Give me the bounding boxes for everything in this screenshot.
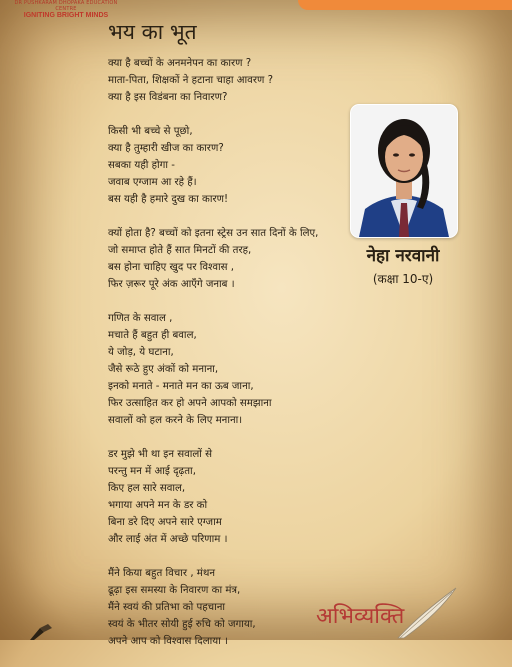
quill-icon xyxy=(390,584,460,640)
poem-line: बस यही है हमारे दुख का कारण! xyxy=(108,194,229,205)
poem-line: ये जोड़, ये घटाना, xyxy=(108,347,174,358)
poem-line: डर मुझे भी था इन सवालों से xyxy=(108,449,213,460)
top-accent-bar xyxy=(298,0,512,10)
poem-line: माता-पिता, शिक्षकों ने हटाना चाहा आवरण ? xyxy=(108,75,274,86)
poem-line: अपने आप को विश्वास दिलाया । xyxy=(108,636,228,647)
poem-line: मैंने किया बहुत विचार , मंथन xyxy=(108,568,216,579)
poem-title: भय का भूत xyxy=(108,20,197,44)
stanza-4 xyxy=(108,310,340,429)
poem-line: भगाया अपने मन के डर को xyxy=(108,500,208,511)
student-portrait-illustration xyxy=(351,105,457,237)
poem-line: और लाई अंत में अच्छे परिणाम । xyxy=(108,534,228,545)
poem-line: बिना डरे दिए अपने सारे एग्जाम xyxy=(108,517,222,528)
poem-line: फिर उत्साहित कर हो अपने आपको समझाना xyxy=(108,398,272,409)
poem-line: जो समाप्त होते हैं सात मिनटों की तरह, xyxy=(108,245,252,256)
poem-line: क्या है तुम्हारी खीज का कारण? xyxy=(108,143,224,154)
poem-body xyxy=(108,55,340,667)
author-class: (कक्षा 10-ए) xyxy=(372,272,434,286)
author-photo xyxy=(350,104,458,238)
stanza-6 xyxy=(108,565,340,650)
magazine-brand: अभिव्यक्ति xyxy=(316,604,405,629)
poem-line: परन्तु मन में आई दृढ़ता, xyxy=(108,466,196,477)
stanza-3 xyxy=(108,225,340,293)
poem-line: जवाब एग्जाम आ रहे हैं। xyxy=(108,177,197,188)
poem-line: बस होना चाहिए खुद पर विश्वास , xyxy=(108,262,235,273)
poem-line: क्या है इस विडंबना का निवारण? xyxy=(108,92,228,103)
poem-line: मचाते हैं बहुत ही बवाल, xyxy=(108,330,197,341)
stanza-2 xyxy=(108,123,340,208)
poem-line: जैसे रूठे हुए अंकों को मनाना, xyxy=(108,364,219,375)
poem-line: ढूढ़ा इस समस्या के निवारण का मंत्र, xyxy=(108,585,241,596)
logo-school-name: DR PUSHKARAM DHOPAKA EDUCATION CENTRE xyxy=(14,0,118,12)
poem-line: सबका यही होगा - xyxy=(108,160,175,171)
poem-line: क्या है बच्चों के अनमनेपन का कारण ? xyxy=(108,58,252,69)
poem-line: मैंने स्वयं की प्रतिभा को पहचाना xyxy=(108,602,226,613)
poem-line: किसी भी बच्चे से पूछो, xyxy=(108,126,193,137)
author-name: नेहा नरवानी xyxy=(366,246,440,266)
poem-line: क्यों होता है? बच्चों को इतना स्ट्रेस उन सात दिनों के लिए, xyxy=(108,228,319,239)
poem-line: फिर ज़रूर पूरे अंक आएँगे जनाब । xyxy=(108,279,235,290)
poem-line: इनको मनाते - मनाते मन का ऊब जाना, xyxy=(108,381,254,392)
pen-nib-icon xyxy=(28,624,54,640)
poem-line: सवालों को हल करने के लिए मनाना। xyxy=(108,415,243,426)
poem-line: गणित के सवाल , xyxy=(108,313,173,324)
poem-line: किए हल सारे सवाल, xyxy=(108,483,186,494)
stanza-1 xyxy=(108,55,340,106)
school-logo xyxy=(14,0,118,20)
stanza-5 xyxy=(108,446,340,548)
poem-line: स्वयं के भीतर सोयी हुई रुचि को जगाया, xyxy=(108,619,256,630)
logo-tagline: IGNITING BRIGHT MINDS xyxy=(23,12,109,19)
